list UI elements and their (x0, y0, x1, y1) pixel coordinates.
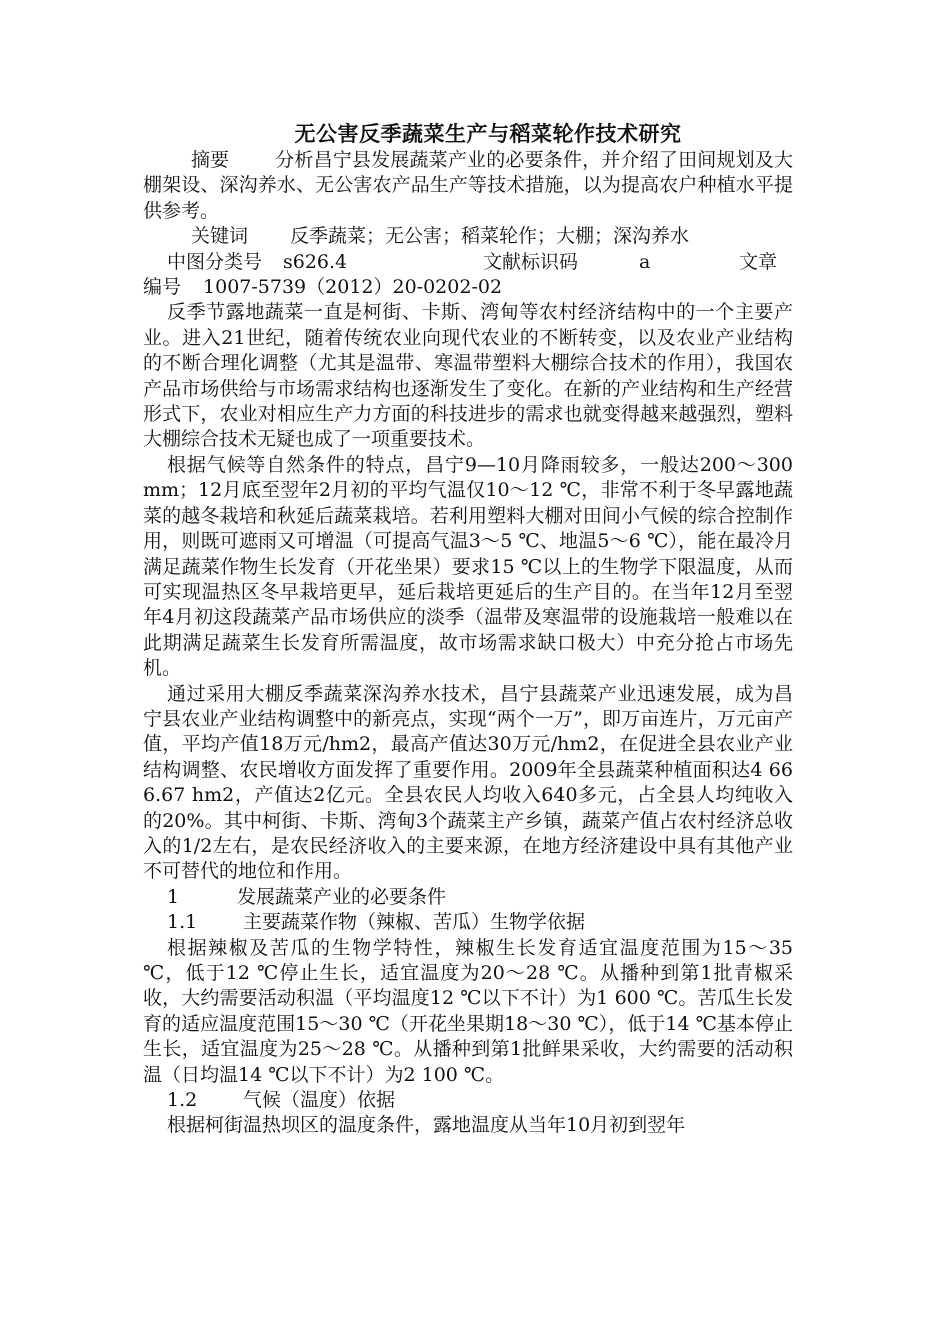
section-number: 1.1 (167, 911, 198, 934)
section-heading-1-2 (143, 1088, 793, 1113)
paragraph-intro: 反季节露地蔬菜一直是柯街、卡斯、湾甸等农村经济结构中的一个主要产业。进入21世纪，随着传统农业向现代农业的不断转变，以及农业产业结构的不断合理化调整（尤其是温带、寒温带塑料大棚综合技术的作用），我国农产品市场供给与市场需求结构也逐渐发生了变化。在新的产业结构和生产经营形式下，农业对相应生产力方面的科技进步的需求也就变得越来越强烈，塑料大棚综合技术无疑也成了一项重要技术。 (143, 301, 793, 451)
keywords (143, 224, 793, 249)
paragraph-industry: 通过采用大棚反季蔬菜深沟养水技术，昌宁县蔬菜产业迅速发展，成为昌宁县农业产业结构调整中的新亮点，实现“两个一万”，即万亩连片，万元亩产值，平均产值18万元/hm2，最高产值达30万元/hm2，在促进全县农业产业结构调整、农民增收方面发挥了重要作用。2009年全县蔬菜种植面积达4 666.67 hm2，产值达2亿元。全县农民人均收入640多元，占全县人均纯收入的20%。其中柯街、卡斯、湾甸3个蔬菜主产乡镇，蔬菜产值占农村经济总收入的1/2左右，是农民经济收入的主要来源，在地方经济建设中具有其他产业不可替代的地位和作用。 (143, 682, 793, 883)
abstract-text: 分析昌宁县发展蔬菜产业的必要条件，并介绍了田间规划及大棚架设、深沟养水、无公害农产品生产等技术措施，以为提高农户种植水平提供参考。 (143, 149, 793, 222)
keywords-text: 反季蔬菜；无公害；稻菜轮作；大棚；深沟养水 (290, 225, 690, 248)
document-code-value: a (639, 250, 651, 273)
section-title: 主要蔬菜作物（辣椒、苦瓜）生物学依据 (243, 911, 586, 934)
article-number-label: 文章 (739, 250, 778, 273)
document-title: 无公害反季蔬菜生产与稻菜轮作技术研究 (294, 121, 682, 146)
paragraph-temperature: 根据柯街温热坝区的温度条件，露地温度从当年10月初到翌年 (167, 1114, 686, 1137)
section-heading-1 (143, 885, 793, 910)
abstract (143, 148, 793, 224)
section-heading-1-1 (143, 910, 793, 935)
paragraph-climate: 根据气候等自然条件的特点，昌宁9—10月降雨较多，一般达200～300 mm；12月底至翌年2月初的平均气温仅10～12 ℃，非常不利于冬早露地蔬菜的越冬栽培和秋延后蔬菜栽培。若利用塑料大棚对田间小气候的综合控制作用，则既可遮雨又可增温（可提高气温3～5 ℃、地温5～6 ℃），能在最冷月满足蔬菜作物生长发育（开花坐果）要求15 ℃以上的生物学下限温度，从而可实现温热区冬早栽培更早，延后栽培更延后的生产目的。在当年12月至翌年4月初这段蔬菜产品市场供应的淡季（温带及寒温带的设施栽培一般难以在此期满足蔬菜生长发育所需温度，故市场需求缺口极大）中充分抢占市场先机。 (143, 453, 793, 680)
keywords-label: 关键词 (191, 225, 249, 248)
classification-value: s626.4 (283, 250, 348, 273)
section-title: 气候（温度）依据 (243, 1089, 396, 1112)
section-number: 1 (167, 885, 180, 908)
document-code-label: 文献标识码 (483, 250, 579, 273)
classification-row (143, 250, 793, 275)
article-number-label-cont: 编号 (143, 276, 182, 299)
paragraph-biology: 根据辣椒及苦瓜的生物学特性，辣椒生长发育适宜温度范围为15～35 ℃，低于12 ℃停止生长，适宜温度为20～28 ℃。从播种到第1批青椒采收，大约需要活动积温（平均温度12 ℃以下不计）为1 600 ℃。苦瓜生长发育的适应温度范围15～30 ℃（开花坐果期18～30 ℃），低于14 ℃基本停止生长，适宜温度为25～28 ℃。从播种到第1批鲜果采收，大约需要的活动积温（日均温14 ℃以下不计）为2 100 ℃。 (143, 936, 793, 1086)
section-title: 发展蔬菜产业的必要条件 (237, 885, 447, 908)
document-page (143, 120, 793, 1139)
abstract-label: 摘要 (191, 149, 230, 171)
article-number-value: 1007-5739（2012）20-0202-02 (203, 276, 503, 299)
article-number-row (143, 275, 793, 300)
section-number: 1.2 (167, 1089, 198, 1112)
classification-label: 中图分类号 (167, 250, 263, 273)
